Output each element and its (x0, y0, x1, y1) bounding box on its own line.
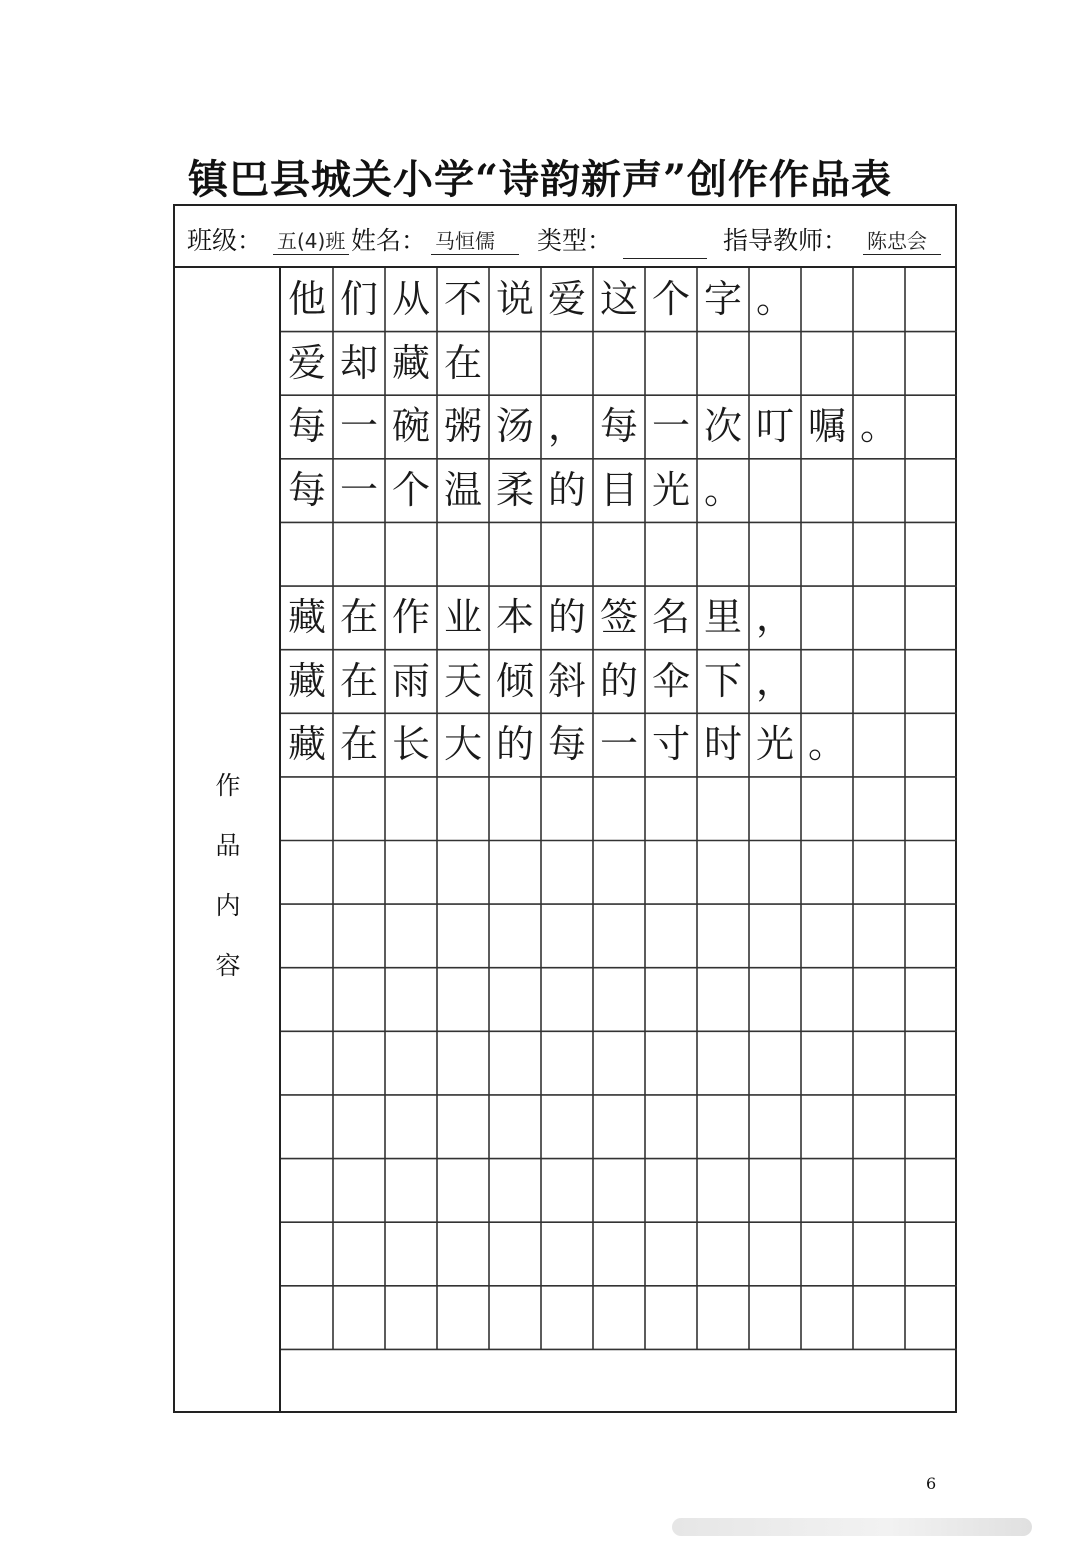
grid-cell-char: 嘱 (807, 404, 846, 449)
grid-cell-char: 名 (651, 595, 690, 640)
section-label-column (175, 268, 281, 1411)
section-label-char: 作 (215, 771, 241, 800)
section-label-char: 容 (215, 951, 241, 980)
grid-cell-char: 爱 (547, 277, 586, 321)
grid-cell-char: 每 (287, 404, 326, 449)
section-label-char: 品 (215, 831, 241, 860)
page-number: 6 (926, 1474, 937, 1493)
grid-cell-char: 藏 (287, 595, 326, 640)
grid-cell-char: 雨 (391, 658, 430, 703)
section-label-char: 内 (215, 891, 241, 920)
type-label: 类型： (537, 226, 613, 255)
grid-cell-char: 个 (391, 467, 430, 512)
class-value: 五(4)班 (273, 225, 349, 255)
grid-cell-char: 不 (443, 277, 482, 321)
grid-cell-char: 寸 (651, 722, 690, 767)
grid-cell-char: 一 (339, 404, 378, 449)
grid-cell-char: ， (755, 658, 794, 703)
grid-cell-char: 从 (391, 277, 430, 321)
grid-cell-char: 光 (755, 722, 794, 767)
grid-cell-char: 作 (391, 595, 430, 640)
grid-cell-char: 碗 (391, 404, 430, 449)
grid-cell-char: ， (547, 404, 586, 449)
grid-cell-char: 每 (287, 467, 326, 512)
form-title: 镇巴县城关小学“诗韵新声”创作作品表 (187, 156, 892, 203)
grid-cell-char: 次 (703, 404, 742, 449)
grid-cell-char: 光 (651, 467, 690, 512)
grid-cell-char: 长 (391, 722, 430, 767)
grid-cell-char: 目 (599, 467, 638, 512)
grid-cell-char: 们 (339, 277, 378, 321)
grid-cell-char: 里 (703, 595, 742, 640)
grid-cell-char: 。 (703, 467, 742, 512)
grid-cell-char: 在 (339, 595, 378, 640)
grid-cell-char: 个 (651, 277, 690, 321)
grid-cell-char: 的 (547, 467, 586, 512)
grid-cell-char: 说 (495, 277, 534, 321)
grid-cell-char: 每 (547, 722, 586, 767)
grid-cell-char: 下 (703, 658, 742, 703)
grid-cell-char: 。 (755, 277, 794, 321)
teacher-label: 指导教师： (723, 226, 849, 255)
grid-cell-char: 却 (339, 340, 378, 385)
grid-cell-char: 一 (339, 467, 378, 512)
grid-cell-char: 藏 (391, 340, 430, 385)
type-value (623, 236, 707, 259)
grid-cell-char: 藏 (287, 658, 326, 703)
grid-cell-char: 在 (339, 658, 378, 703)
grid-cell-char: 倾 (495, 658, 534, 703)
grid-cell-char: 。 (859, 404, 898, 449)
writing-grid (281, 268, 955, 1411)
grid-cell-char: 他 (287, 277, 326, 321)
grid-cell-char: ， (755, 595, 794, 640)
grid-cell-char: 叮 (755, 404, 794, 449)
grid-cell-char: 斜 (547, 658, 586, 703)
grid-cell-char: 业 (443, 595, 482, 640)
grid-cell-char: 字 (703, 277, 742, 321)
grid-cell-char: 藏 (287, 722, 326, 767)
watermark-strip (672, 1518, 1032, 1536)
grid-cell-char: 这 (599, 277, 638, 321)
name-label: 姓名： (351, 226, 427, 255)
grid-cell-char: 在 (339, 722, 378, 767)
grid-cell-char: 。 (807, 722, 846, 767)
name-value: 马恒儒 (431, 225, 519, 255)
grid-cell-char: 柔 (495, 467, 534, 512)
section-label (211, 756, 245, 996)
grid-cell-char: 时 (703, 722, 742, 767)
grid-cell-char: 天 (443, 658, 482, 703)
grid-cell-char: 一 (599, 722, 638, 767)
grid-cell-char: 的 (599, 658, 638, 703)
grid-cell-char: 在 (443, 340, 482, 385)
grid-cell-char: 本 (495, 595, 534, 640)
grid-cell-char: 的 (547, 595, 586, 640)
grid-cell-char: 爱 (287, 340, 326, 385)
work-form (173, 204, 957, 1413)
info-row (175, 206, 955, 268)
grid-cell-char: 大 (443, 722, 482, 767)
grid-cell-char: 汤 (495, 404, 534, 449)
grid-cell-char: 粥 (443, 404, 482, 449)
grid-cell-char: 的 (495, 722, 534, 767)
class-label: 班级： (187, 226, 263, 255)
grid-cell-char: 签 (599, 595, 638, 640)
grid-cell-char: 伞 (651, 658, 690, 703)
grid-cell-char: 一 (651, 404, 690, 449)
grid-cell-char: 温 (443, 467, 482, 512)
grid-cell-char: 每 (599, 404, 638, 449)
teacher-value: 陈忠会 (863, 225, 941, 255)
